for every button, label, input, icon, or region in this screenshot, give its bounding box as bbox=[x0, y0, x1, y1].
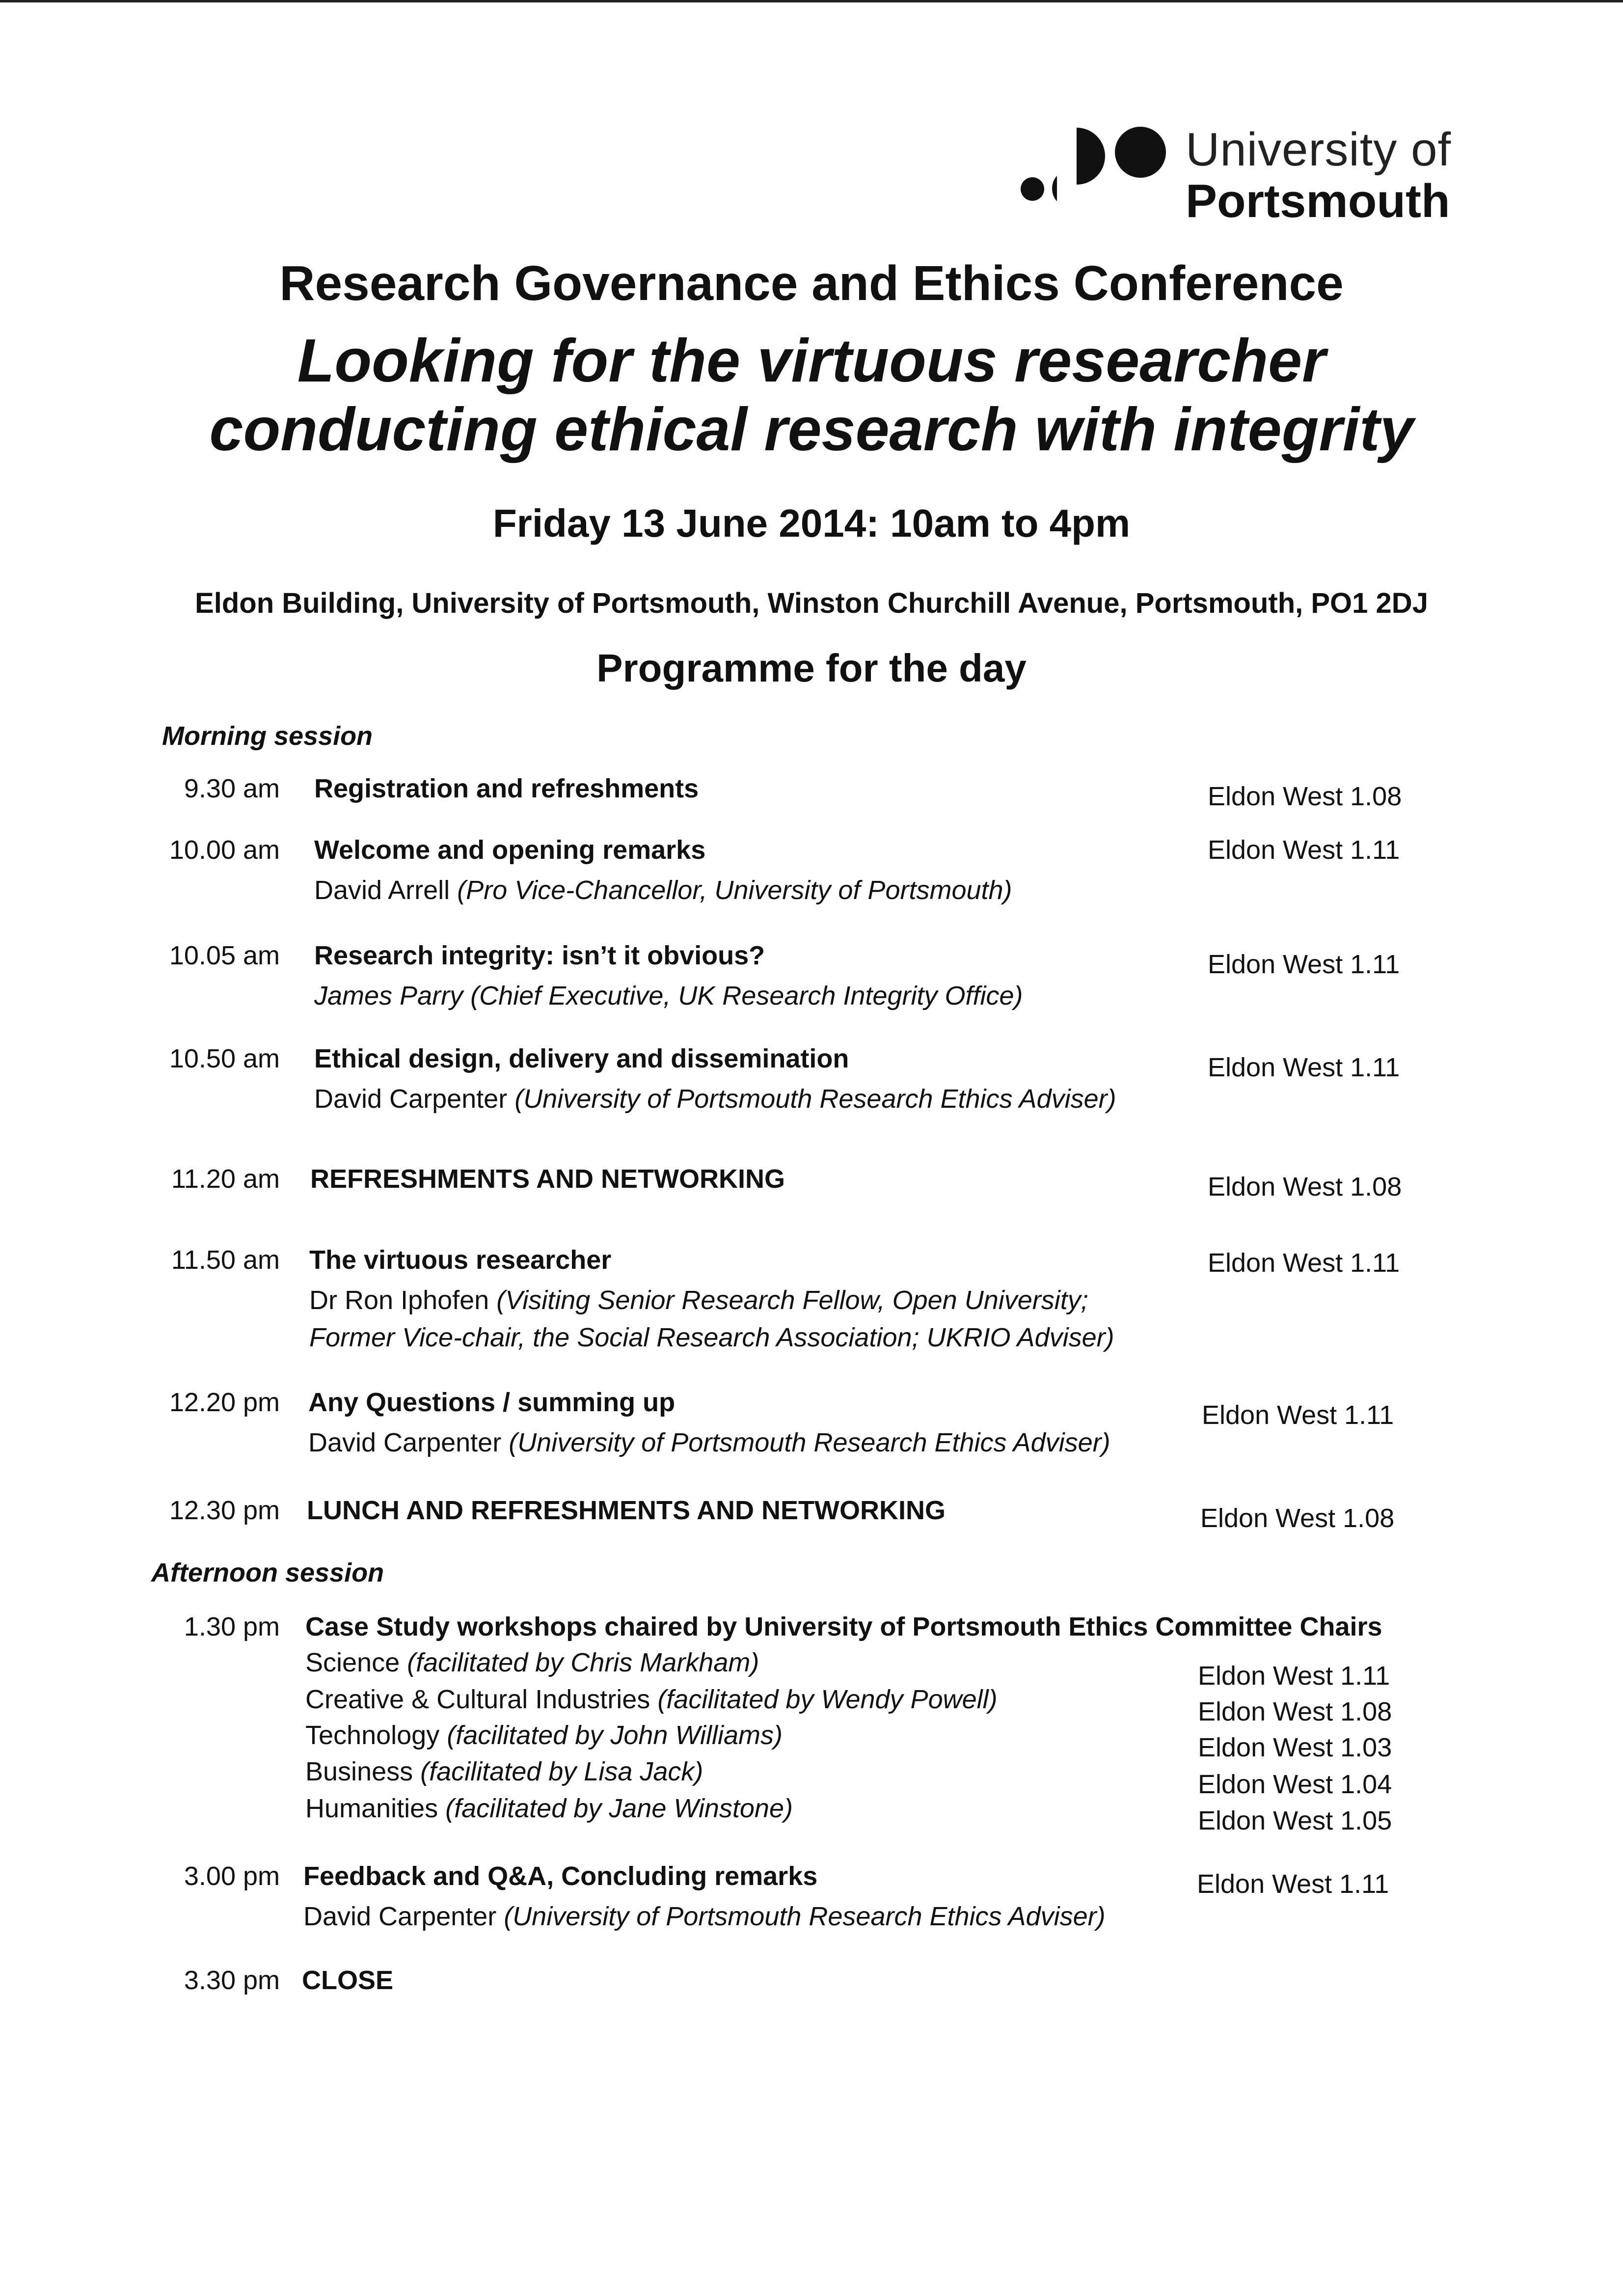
speaker-role: (Pro Vice-Chancellor, University of Portsmouth) bbox=[457, 875, 1012, 905]
item-title: Case Study workshops chaired by University of Portsmouth Ethics Committee Chairs bbox=[305, 1612, 1382, 1641]
afternoon-session-label: Afternoon session bbox=[151, 1558, 384, 1587]
workshop-room: Eldon West 1.11 bbox=[1198, 1661, 1390, 1691]
item-time: 10.00 am bbox=[169, 835, 280, 865]
speaker-role-continued: Former Vice-chair, the Social Research Association; UKRIO Adviser) bbox=[309, 1323, 1114, 1352]
speaker-role: (University of Portsmouth Research Ethics Adviser) bbox=[514, 1084, 1116, 1114]
item-time: 3.00 pm bbox=[184, 1861, 280, 1891]
item-time: 9.30 am bbox=[184, 774, 280, 803]
speaker-name: David Carpenter bbox=[314, 1084, 508, 1114]
workshop-name: Technology bbox=[305, 1721, 440, 1750]
speaker-name: David Arrell bbox=[314, 875, 450, 905]
item-room: Eldon West 1.11 bbox=[1208, 1248, 1400, 1278]
workshop-group bbox=[305, 1756, 703, 1787]
logo-line-2: Portsmouth bbox=[1186, 175, 1450, 227]
item-speaker bbox=[308, 1427, 1110, 1458]
item-room: Eldon West 1.08 bbox=[1200, 1503, 1395, 1533]
workshop-room: Eldon West 1.08 bbox=[1198, 1697, 1392, 1726]
programme-item bbox=[0, 940, 1623, 1011]
item-title: Any Questions / summing up bbox=[308, 1388, 676, 1417]
university-logo bbox=[1019, 123, 1495, 227]
workshop-group bbox=[305, 1647, 759, 1678]
programme-item bbox=[0, 773, 1623, 811]
item-room: Eldon West 1.11 bbox=[1208, 950, 1400, 979]
conference-name: Research Governance and Ethics Conference bbox=[279, 256, 1344, 311]
title-line-2: conducting ethical research with integrity bbox=[209, 396, 1414, 464]
speaker-name: David Carpenter bbox=[308, 1428, 502, 1457]
logo-line-1: University of bbox=[1186, 123, 1452, 176]
item-time: 12.20 pm bbox=[169, 1388, 280, 1417]
item-room: Eldon West 1.11 bbox=[1197, 1869, 1389, 1899]
item-room: Eldon West 1.11 bbox=[1208, 1053, 1400, 1082]
workshop-name: Creative & Cultural Industries bbox=[305, 1685, 650, 1714]
workshop-facilitator: (facilitated by Jane Winstone) bbox=[445, 1794, 793, 1823]
programme-item bbox=[0, 1965, 1623, 1995]
item-title: Registration and refreshments bbox=[314, 774, 699, 803]
item-title: REFRESHMENTS AND NETWORKING bbox=[310, 1164, 785, 1194]
speaker-role: (Chief Executive, UK Research Integrity Office) bbox=[470, 981, 1023, 1011]
item-speaker bbox=[314, 875, 1012, 905]
item-title: Ethical design, delivery and dissemination bbox=[314, 1044, 849, 1073]
item-room: Eldon West 1.08 bbox=[1208, 1172, 1402, 1202]
item-time: 10.05 am bbox=[169, 941, 280, 970]
speaker-role: (University of Portsmouth Research Ethics Adviser) bbox=[509, 1428, 1110, 1457]
conference-title bbox=[0, 327, 1623, 464]
speaker-name: Dr Ron Iphofen bbox=[309, 1285, 489, 1315]
item-title: LUNCH AND REFRESHMENTS AND NETWORKING bbox=[307, 1496, 946, 1525]
item-time: 10.50 am bbox=[169, 1044, 280, 1073]
speaker-role: (University of Portsmouth Research Ethics Adviser) bbox=[504, 1902, 1106, 1931]
programme-item bbox=[0, 1043, 1623, 1114]
workshop-group bbox=[305, 1720, 783, 1750]
item-title: The virtuous researcher bbox=[309, 1245, 612, 1275]
programme-item bbox=[0, 1387, 1623, 1457]
item-room: Eldon West 1.08 bbox=[1208, 782, 1402, 811]
item-time: 11.50 am bbox=[171, 1245, 280, 1275]
title-line-1: Looking for the virtuous researcher bbox=[297, 327, 1326, 395]
workshop-group bbox=[305, 1793, 793, 1824]
item-time: 11.20 am bbox=[171, 1164, 280, 1194]
item-room: Eldon West 1.11 bbox=[1208, 835, 1400, 865]
item-title: CLOSE bbox=[302, 1966, 394, 1995]
workshop-name: Business bbox=[305, 1757, 413, 1786]
workshop-facilitator: (facilitated by Wendy Powell) bbox=[657, 1685, 998, 1714]
workshop-room: Eldon West 1.03 bbox=[1198, 1733, 1392, 1762]
item-time: 12.30 pm bbox=[169, 1496, 280, 1525]
speaker-name: James Parry bbox=[314, 981, 463, 1011]
workshop-name: Humanities bbox=[305, 1794, 438, 1823]
speaker-role: (Visiting Senior Research Fellow, Open University; bbox=[496, 1285, 1088, 1315]
programme-heading: Programme for the day bbox=[596, 646, 1027, 690]
event-venue: Eldon Building, University of Portsmouth, Winston Churchill Avenue, Portsmouth, PO1 2DJ bbox=[195, 587, 1428, 619]
workshop-facilitator: (facilitated by John Williams) bbox=[447, 1721, 783, 1750]
item-time: 3.30 pm bbox=[184, 1966, 280, 1995]
item-room: Eldon West 1.11 bbox=[1202, 1400, 1394, 1430]
item-time: 1.30 pm bbox=[184, 1612, 280, 1641]
programme-item bbox=[0, 1495, 1623, 1533]
workshop-room: Eldon West 1.04 bbox=[1198, 1770, 1392, 1799]
item-speaker bbox=[314, 1084, 1116, 1114]
item-title: Research integrity: isn’t it obvious? bbox=[314, 941, 765, 970]
item-speaker bbox=[309, 1285, 1088, 1315]
item-title: Welcome and opening remarks bbox=[314, 835, 706, 865]
workshop-facilitator: (facilitated by Lisa Jack) bbox=[420, 1757, 703, 1786]
workshop-facilitator: (facilitated by Chris Markham) bbox=[407, 1648, 759, 1677]
item-title: Feedback and Q&A, Concluding remarks bbox=[303, 1861, 818, 1891]
item-speaker bbox=[303, 1901, 1106, 1932]
page-top-border bbox=[0, 0, 1623, 2]
item-speaker bbox=[314, 981, 1023, 1011]
event-date: Friday 13 June 2014: 10am to 4pm bbox=[492, 501, 1131, 545]
workshop-group bbox=[305, 1684, 998, 1715]
logo-wordmark bbox=[1186, 123, 1451, 226]
logo-mark-icon bbox=[1019, 123, 1166, 221]
workshop-room: Eldon West 1.05 bbox=[1198, 1806, 1392, 1835]
morning-session-label: Morning session bbox=[162, 721, 373, 751]
workshop-name: Science bbox=[305, 1648, 400, 1677]
speaker-name: David Carpenter bbox=[303, 1902, 497, 1931]
